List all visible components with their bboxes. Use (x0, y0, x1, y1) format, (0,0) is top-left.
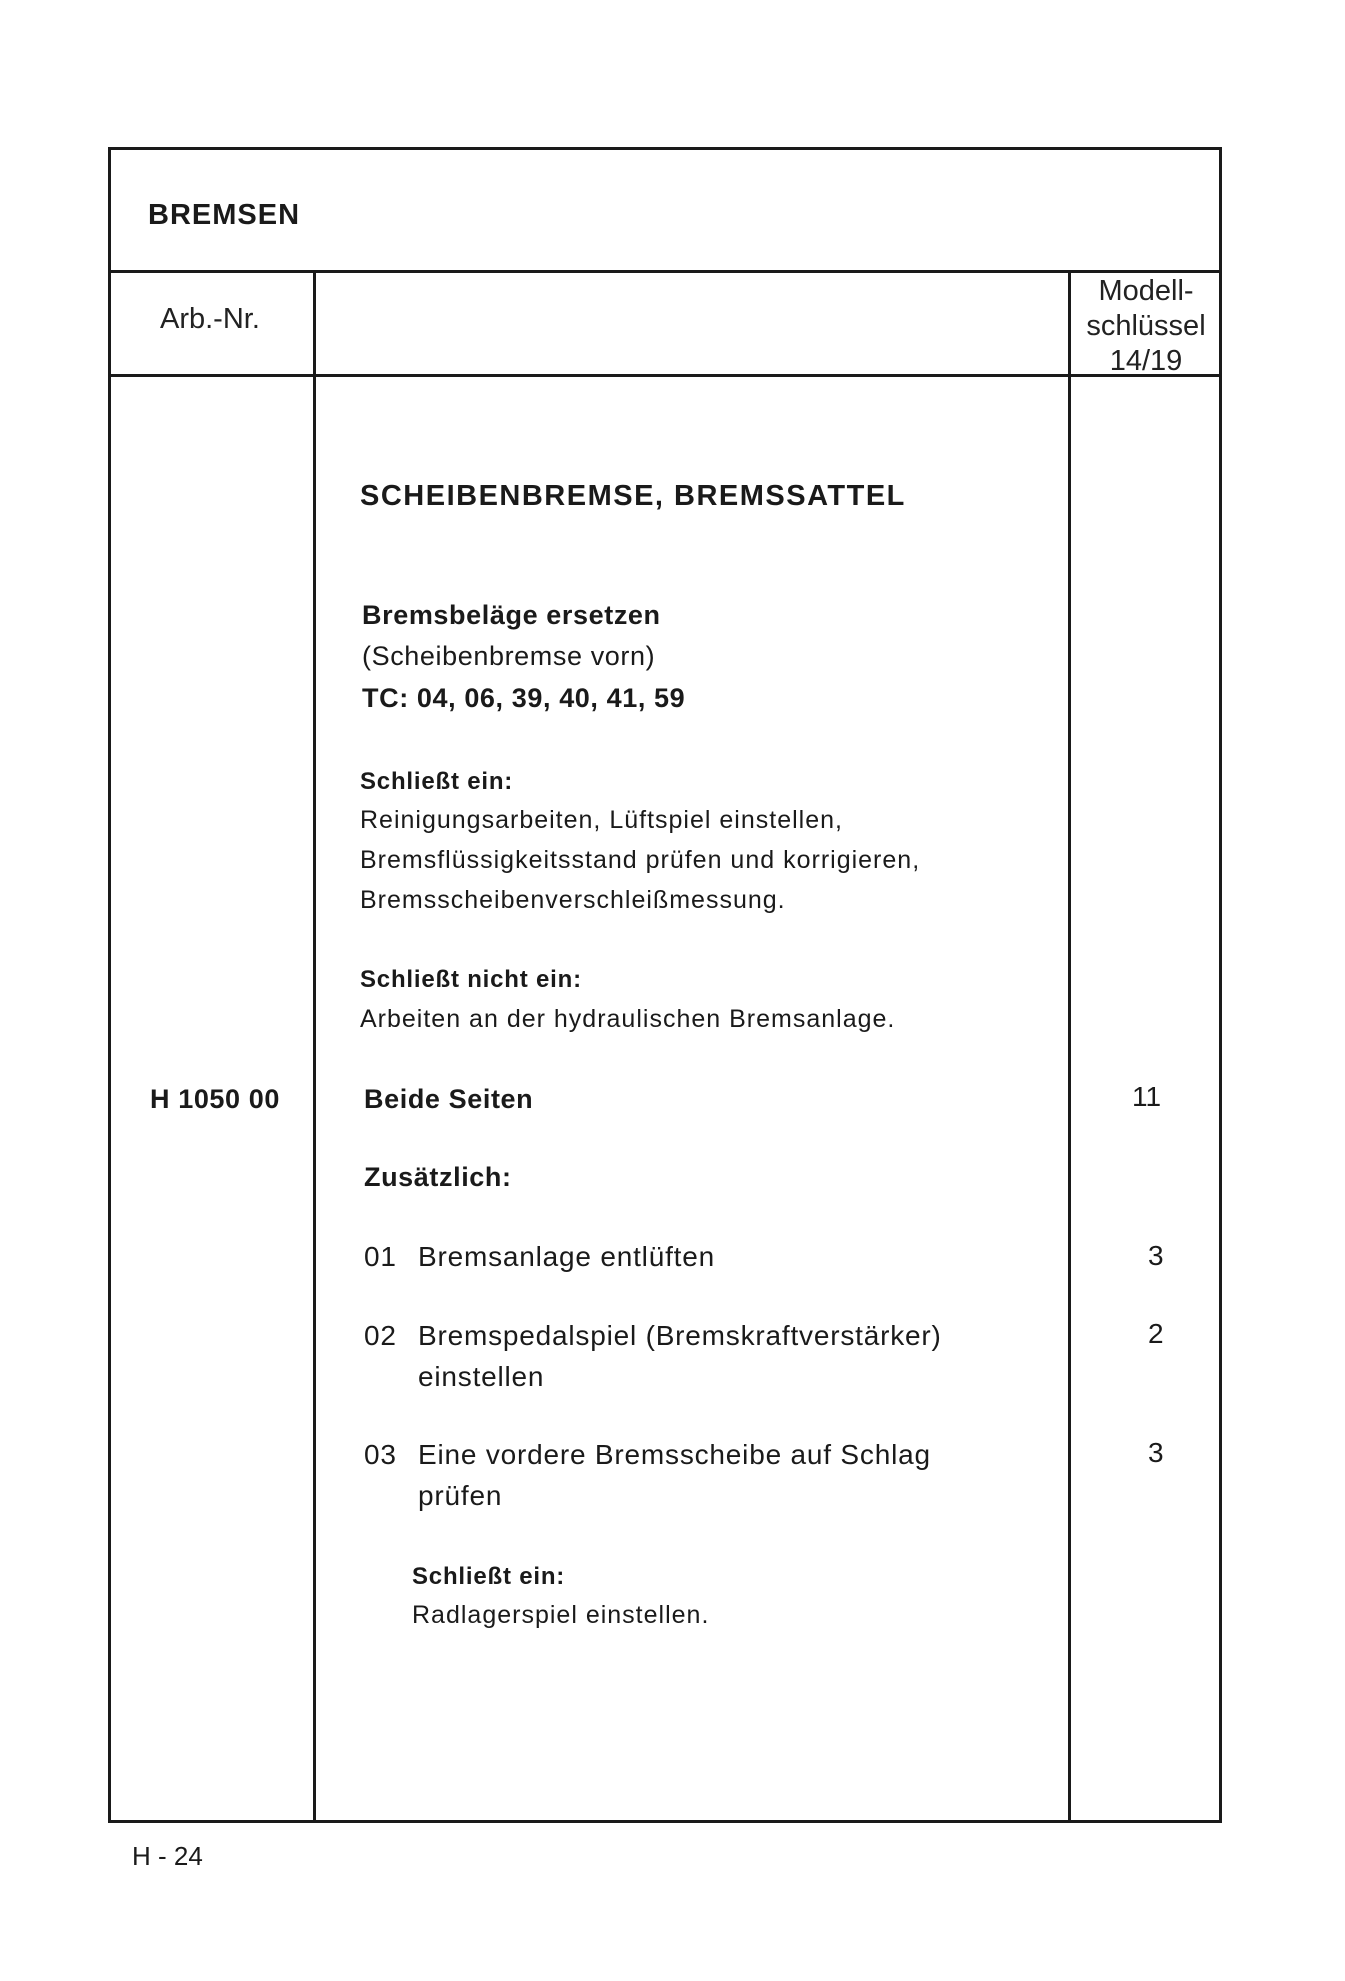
additional-label: Zusätzlich: (364, 1162, 512, 1192)
sub-includes-text: Radlagerspiel einstellen. (412, 1601, 710, 1629)
excludes-label: Schließt nicht ein: (360, 966, 582, 993)
table-frame (108, 147, 1222, 1823)
includes-label: Schließt ein: (360, 768, 514, 795)
operation-subtitle: (Scheibenbremse vorn) (362, 641, 656, 671)
column-header-divider (108, 374, 1222, 377)
arbnr-header: Arb.-Nr. (160, 303, 260, 335)
model-column-divider (1068, 270, 1071, 1823)
operation-title: Bremsbeläge ersetzen (362, 600, 661, 630)
model-key-header: Modell- schlüssel 14/19 (1086, 275, 1206, 377)
section-title: BREMSEN (148, 199, 301, 231)
additional-item-text-3-line-2: prüfen (418, 1480, 503, 1511)
additional-item-text-3-line-1: Eine vordere Bremsscheibe auf Schlag (418, 1439, 931, 1470)
section-heading: SCHEIBENBREMSE, BREMSSATTEL (360, 480, 906, 512)
main-row-label: Beide Seiten (364, 1084, 534, 1114)
additional-item-value-1: 3 (1148, 1240, 1164, 1271)
additional-item-value-3: 3 (1148, 1437, 1164, 1468)
additional-item-code-3: 03 (364, 1439, 397, 1470)
additional-item-text-2-line-2: einstellen (418, 1361, 545, 1392)
operation-tc-codes: TC: 04, 06, 39, 40, 41, 59 (362, 683, 686, 713)
additional-item-code-2: 02 (364, 1320, 397, 1351)
main-arbnr: H 1050 00 (150, 1084, 280, 1114)
additional-item-value-2: 2 (1148, 1318, 1164, 1349)
main-row-value: 11 (1132, 1081, 1162, 1112)
additional-item-text-2-line-1: Bremspedalspiel (Bremskraftverstärker) (418, 1320, 942, 1351)
additional-item-text-1: Bremsanlage entlüften (418, 1241, 715, 1272)
page-number: H - 24 (132, 1841, 203, 1871)
arbnr-column-divider (313, 270, 316, 1823)
header-divider (108, 270, 1222, 273)
sub-includes-label: Schließt ein: (412, 1563, 566, 1590)
excludes-text: Arbeiten an der hydraulischen Bremsanlage. (360, 1005, 896, 1033)
additional-item-code-1: 01 (364, 1241, 397, 1272)
includes-line-3: Bremsscheibenverschleißmessung. (360, 886, 786, 914)
includes-line-1: Reinigungsarbeiten, Lüftspiel einstellen, (360, 806, 843, 834)
includes-line-2: Bremsflüssigkeitsstand prüfen und korrigieren, (360, 846, 921, 874)
